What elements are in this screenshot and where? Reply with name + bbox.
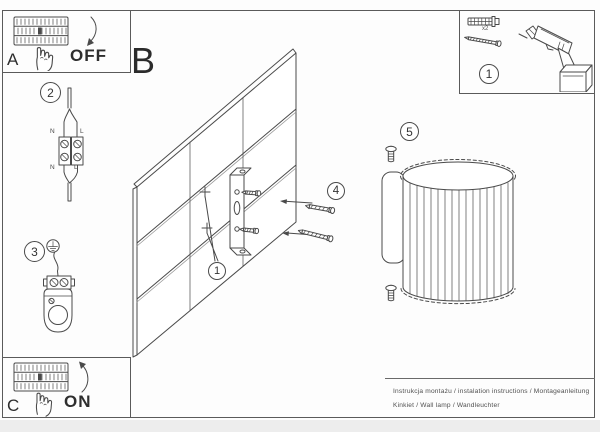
bracket-plate — [230, 175, 244, 248]
main-switch-handle — [38, 374, 42, 381]
lamp-backplate — [44, 289, 72, 332]
step-marker-5: 5 — [400, 122, 419, 141]
panel-power-off — [2, 10, 131, 73]
lamp-backplate-side — [382, 172, 405, 263]
fixing-screw-top — [386, 146, 396, 162]
arrow-left-top — [285, 201, 312, 203]
footer-divider — [385, 378, 595, 379]
mounting-bracket-illustration — [195, 160, 275, 290]
wires-top — [64, 109, 77, 137]
drill-bit — [519, 34, 527, 38]
main-switch-handle — [38, 28, 42, 35]
wire-label-n-top: N — [50, 128, 55, 135]
panel-power-on — [2, 357, 131, 418]
drill-battery — [560, 72, 586, 92]
wire-label-l-top: L — [80, 128, 84, 135]
ground-wire — [54, 253, 58, 277]
arrow-up-icon — [81, 364, 88, 392]
panel-kit — [459, 10, 595, 94]
wall-screws-illustration — [268, 193, 363, 251]
step-marker-1-kit: 1 — [479, 64, 499, 84]
cable-top — [68, 88, 71, 108]
wall-lamp-illustration — [370, 115, 540, 310]
step-marker-2: 2 — [40, 82, 61, 103]
drill-icon — [519, 26, 592, 92]
step-marker-3: 3 — [24, 241, 45, 262]
wire-label-n-bottom: N — [50, 164, 55, 171]
drill-body — [534, 26, 572, 55]
off-label: OFF — [70, 46, 107, 65]
kit-screw-icon — [464, 35, 501, 47]
wire-label-l-bottom: L — [74, 164, 78, 171]
page-edge-shadow — [0, 420, 600, 432]
lamp-top — [403, 162, 513, 190]
hand-icon — [36, 393, 51, 416]
hand-icon — [37, 48, 53, 71]
panel-b-label: B — [131, 40, 155, 81]
arrow-down-icon — [90, 17, 96, 42]
on-label: ON — [64, 392, 92, 411]
fuse-box-off-illustration — [2, 10, 129, 71]
lamp-terminal-block — [47, 276, 71, 289]
screw-bottom — [298, 228, 334, 242]
drill-position-marks — [200, 187, 212, 233]
footer-line-1: Instrukcja montażu / instalation instructions / Montageanleitung — [393, 388, 590, 395]
plug-quantity-label: x2 — [482, 26, 489, 32]
panel-a-label: A — [7, 50, 19, 69]
wiring-diagram — [33, 84, 103, 204]
step-marker-4: 4 — [327, 182, 345, 200]
footer-line-2: Kinkiet / Wall lamp / Wandleuchter — [393, 402, 500, 409]
cable-bottom — [68, 183, 71, 201]
fixing-screw-bottom — [386, 285, 396, 301]
step-marker-1-wall: 1 — [208, 262, 226, 280]
screw-top — [305, 203, 335, 214]
panel-c-label: C — [7, 396, 20, 415]
lamp-body-fill — [403, 176, 513, 301]
wall-plug-icon — [468, 17, 499, 27]
